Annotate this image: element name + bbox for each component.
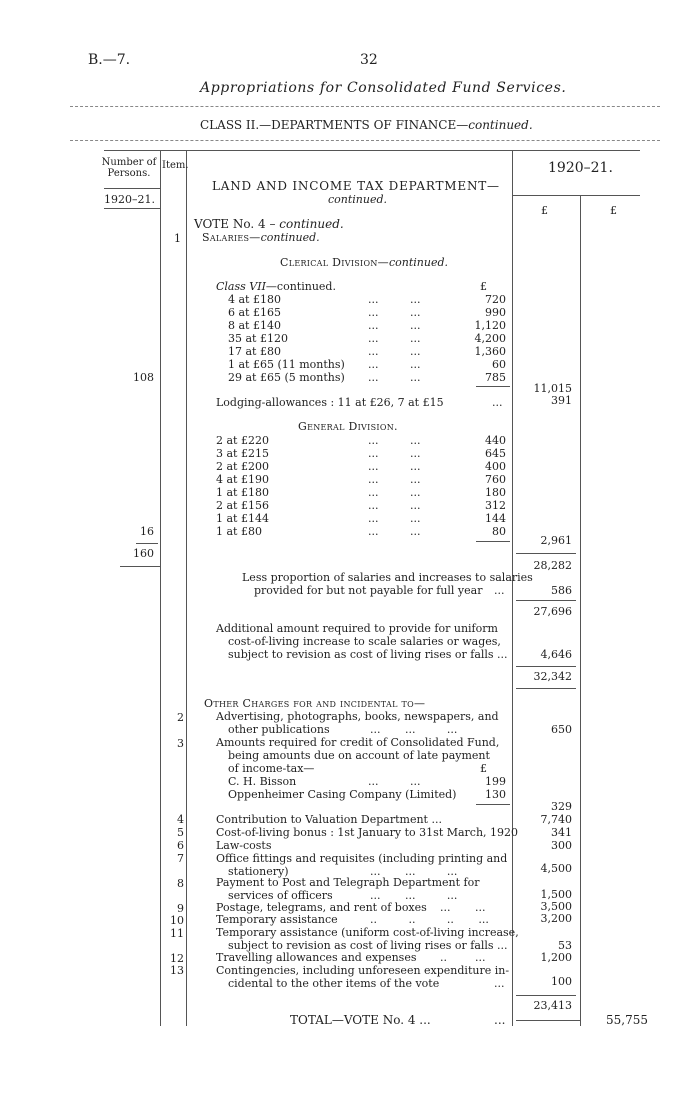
clerical-row-desc: 4 at £180 — [228, 293, 281, 306]
class-rule — [70, 140, 660, 141]
general-persons: 16 — [140, 525, 154, 538]
department-continued: continued. — [328, 193, 388, 206]
persons-total: 160 — [133, 547, 154, 560]
leader-dots: ... ... — [368, 486, 421, 499]
clerical-row-amount: 60 — [492, 358, 506, 371]
general-row-amount: 760 — [485, 473, 506, 486]
clerical-row-desc: 6 at £165 — [228, 306, 281, 319]
general-sum-rule — [476, 541, 510, 542]
less-proportion-line2: provided for but not payable for full year — [254, 584, 483, 597]
grand-total-amount: 55,755 — [606, 1013, 648, 1027]
salaries-total: 32,342 — [533, 670, 572, 683]
salaries-total-rule-bottom — [516, 688, 576, 689]
less-rule — [516, 600, 576, 601]
general-division-heading: General Division. — [298, 420, 398, 433]
general-row-desc: 3 at £215 — [216, 447, 269, 460]
clerical-total: 11,015 — [533, 382, 572, 395]
charge-amount: 1,200 — [540, 951, 572, 964]
clerical-row-amount: 720 — [485, 293, 506, 306]
charge-amount: 1,500 — [540, 888, 572, 901]
leader-dots: ... ... — [368, 460, 421, 473]
pound-sign-col1: £ — [541, 204, 548, 217]
vote-label: VOTE No. 4 – continued. — [194, 217, 344, 231]
charge-line: Cost-of-living bonus : 1st January to 31st March, 1920 — [216, 826, 519, 839]
page-number: 32 — [360, 52, 378, 68]
charge-line: of income-tax— — [228, 762, 315, 775]
charge-amount: 341 — [551, 826, 572, 839]
additional-amount: 4,646 — [540, 648, 572, 661]
clerical-row-desc: 17 at £80 — [228, 345, 281, 358]
clerical-row-amount: 785 — [485, 371, 506, 384]
column-rule-amount — [580, 195, 581, 1026]
charge-amount: 100 — [551, 975, 572, 988]
general-row-amount: 80 — [492, 525, 506, 538]
charge-line: Advertising, photographs, books, newspapers, and — [216, 710, 499, 723]
general-row-desc: 2 at £156 — [216, 499, 269, 512]
charge-line: Contribution to Valuation Department ... — [216, 813, 442, 826]
charge-amount: 7,740 — [540, 813, 572, 826]
charge-amount: 650 — [551, 723, 572, 736]
leader-dots: ... ... — [368, 306, 421, 319]
clerical-row-amount: 1,360 — [474, 345, 506, 358]
leader-dots: ... ... — [368, 512, 421, 525]
salaries-subtotal: 28,282 — [533, 559, 572, 572]
leader-dots: .. ... — [440, 951, 486, 964]
clerical-row-amount: 990 — [485, 306, 506, 319]
leader-dots: ... ... ... — [370, 723, 458, 736]
item-number: 6 — [177, 839, 184, 852]
clerical-row-amount: 1,120 — [474, 319, 506, 332]
charge-line: being amounts due on account of late payment — [228, 749, 490, 762]
clerical-row-desc: 1 at £65 (11 months) — [228, 358, 345, 371]
item-number: 12 — [170, 952, 184, 965]
clerical-row-desc: 35 at £120 — [228, 332, 288, 345]
grand-total-rule — [516, 1020, 580, 1021]
late-payment-sum-rule — [476, 804, 510, 805]
general-row-amount: 180 — [485, 486, 506, 499]
general-row-amount: 645 — [485, 447, 506, 460]
item-number: 5 — [177, 826, 184, 839]
other-charges-total: 23,413 — [533, 999, 572, 1012]
other-charges-heading: Other Charges for and incidental to— — [204, 697, 426, 710]
general-row-desc: 1 at £144 — [216, 512, 269, 525]
column-rule-persons — [160, 150, 161, 1026]
class-title: CLASS II.—DEPARTMENTS OF FINANCE—continued. — [200, 118, 533, 132]
general-row-desc: 1 at £180 — [216, 486, 269, 499]
charge-line: Postage, telegrams, and rent of boxes — [216, 901, 427, 914]
subtotal-rule — [516, 553, 576, 554]
general-row-amount: 144 — [485, 512, 506, 525]
charge-line: stationery) — [228, 865, 289, 878]
charge-line: Contingencies, including unforeseen expenditure in- — [216, 964, 510, 977]
clerical-row-amount: 4,200 — [474, 332, 506, 345]
charge-amount: 3,500 — [540, 900, 572, 913]
leader-dots: ... ... — [368, 371, 421, 384]
general-row-desc: 1 at £80 — [216, 525, 262, 538]
persons-subheader-rule — [104, 208, 160, 209]
leader-dots: ... — [494, 584, 505, 597]
number-of-persons-heading: Number of Persons. — [101, 157, 157, 179]
leader-dots: ... ... — [368, 293, 421, 306]
charge-line: Law-costs — [216, 839, 272, 852]
leader-dots: ... ... — [368, 447, 421, 460]
other-charges-total-rule — [516, 995, 576, 996]
charge-line: Temporary assistance (uniform cost-of-living increase, — [216, 926, 519, 939]
leader-dots: ... ... — [368, 332, 421, 345]
table-top-rule — [104, 150, 640, 151]
leader-dots: ... ... — [368, 345, 421, 358]
general-total: 2,961 — [540, 534, 572, 547]
less-proportion-line1: Less proportion of salaries and increases to salaries — [242, 571, 533, 584]
persons-year-heading: 1920–21. — [104, 193, 155, 206]
persons-header-rule — [104, 188, 160, 189]
leader-dots: ... — [494, 977, 505, 990]
general-row-amount: 440 — [485, 434, 506, 447]
column-rule-item — [186, 150, 187, 1026]
charge-amount: 300 — [551, 839, 572, 852]
charge-line: other publications — [228, 723, 330, 736]
clerical-division-heading: Clerical Division—continued. — [280, 256, 449, 269]
leader-dots: ... ... — [368, 473, 421, 486]
column-rule-desc — [512, 150, 513, 1026]
class-vii-heading: Class VII—continued. — [216, 280, 336, 293]
leader-dots: .. .. .. ... — [370, 913, 489, 926]
year-heading: 1920–21. — [548, 160, 613, 176]
leader-dots: ... — [492, 396, 503, 409]
item-number: 2 — [177, 711, 184, 724]
leader-dots: ... ... — [368, 319, 421, 332]
item-number: 9 — [177, 902, 184, 915]
charge-line: Travelling allowances and expenses — [216, 951, 417, 964]
item-number: 3 — [177, 737, 184, 750]
general-row-amount: 312 — [485, 499, 506, 512]
general-row-amount: 400 — [485, 460, 506, 473]
leader-dots: ... ... — [368, 499, 421, 512]
item-number: 4 — [177, 813, 184, 826]
late-payment-amount: 130 — [485, 788, 506, 801]
item-number: 8 — [177, 877, 184, 890]
leader-dots: ... — [494, 1013, 506, 1027]
charge-line: Amounts required for credit of Consolidated Fund, — [216, 736, 500, 749]
item-number-1: 1 — [174, 232, 181, 245]
grand-total-label: TOTAL—VOTE No. 4 ... — [290, 1013, 431, 1027]
clerical-persons: 108 — [133, 371, 154, 384]
late-payment-name: Oppenheimer Casing Company (Limited) — [228, 788, 457, 801]
charge-amount: 3,200 — [540, 912, 572, 925]
general-row-desc: 2 at £220 — [216, 434, 269, 447]
late-payment-amount: 199 — [485, 775, 506, 788]
charge-line: services of officers — [228, 889, 333, 902]
charge-amount: 53 — [558, 939, 572, 952]
leader-dots: ... ... ... — [370, 889, 458, 902]
charge-line: Payment to Post and Telegraph Department for — [216, 876, 480, 889]
charge-line: cidental to the other items of the vote — [228, 977, 440, 990]
pound-sign-col2: £ — [610, 204, 617, 217]
leader-dots: ... ... — [368, 434, 421, 447]
item-heading: Item. — [162, 160, 189, 171]
salaries-total-rule-top — [516, 666, 576, 667]
item-number: 11 — [170, 927, 184, 940]
item-number: 13 — [170, 964, 184, 977]
year-header-rule — [512, 195, 640, 196]
report-reference: B.—7. — [88, 52, 131, 68]
charge-amount: 4,500 — [540, 862, 572, 875]
general-row-desc: 4 at £190 — [216, 473, 269, 486]
additional-amount-line1: Additional amount required to provide for uniform — [216, 622, 498, 635]
leader-dots: ... ... — [368, 525, 421, 538]
general-row-desc: 2 at £200 — [216, 460, 269, 473]
item-number: 7 — [177, 852, 184, 865]
leader-dots: ... ... — [440, 901, 486, 914]
late-payment-name: C. H. Bisson — [228, 775, 297, 788]
clerical-pound-sign: £ — [480, 280, 487, 293]
less-proportion-amount: 586 — [551, 584, 572, 597]
additional-amount-line3: subject to revision as cost of living rises or falls ... — [228, 648, 508, 661]
late-payment-total: 329 — [551, 800, 572, 813]
leader-dots: ... ... ... — [370, 865, 458, 878]
charge-line: Office fittings and requisites (including printing and — [216, 852, 508, 865]
persons-sum-rule — [136, 543, 158, 544]
lodging-allowances-amount: 391 — [551, 394, 572, 407]
persons-total-rule — [120, 566, 160, 567]
additional-amount-line2: cost-of-living increase to scale salaries or wages, — [228, 635, 501, 648]
charge-line: subject to revision as cost of living rises or falls ... — [228, 939, 508, 952]
department-title: LAND AND INCOME TAX DEPARTMENT— — [212, 179, 500, 193]
charge-line: Temporary assistance — [216, 913, 338, 926]
salaries-heading: Salaries—continued. — [202, 231, 320, 244]
leader-dots: ... ... — [368, 358, 421, 371]
leader-dots: ... ... — [368, 775, 421, 788]
item-number: 10 — [170, 914, 184, 927]
late-payment-pound-sign: £ — [480, 762, 487, 775]
clerical-row-desc: 29 at £65 (5 months) — [228, 371, 345, 384]
header-rule — [70, 106, 660, 107]
clerical-sum-rule — [476, 386, 510, 387]
running-title: Appropriations for Consolidated Fund Services. — [200, 80, 567, 96]
clerical-row-desc: 8 at £140 — [228, 319, 281, 332]
lodging-allowances-label: Lodging-allowances : 11 at £26, 7 at £15 — [216, 396, 444, 409]
after-less-total: 27,696 — [533, 605, 572, 618]
